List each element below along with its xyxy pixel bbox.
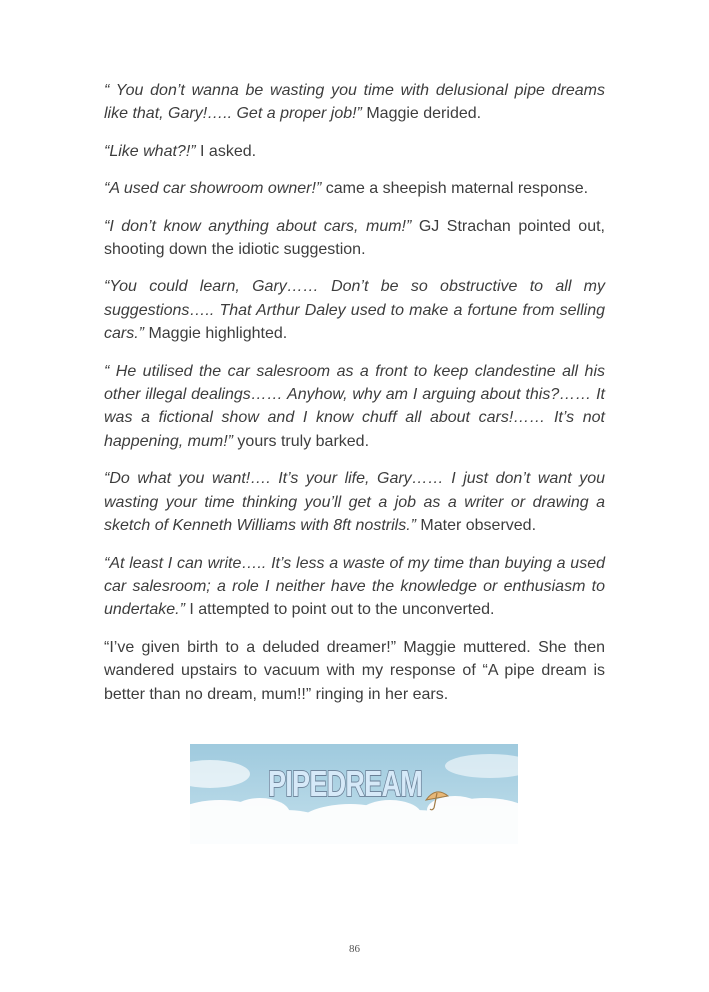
paragraph-6 (104, 360, 605, 454)
paragraph-1 (104, 79, 605, 126)
paragraph-5 (104, 275, 605, 345)
svg-text:PIPEDREAM: PIPEDREAM (268, 763, 422, 804)
dialogue-italic: “At least I can write….. It’s less a waste of my time than buying a used car salesroom; a role I neither have the knowledge or enthusiasm to undertake.” (104, 554, 605, 619)
dialogue-italic: “You could learn, Gary…… Don’t be so obstructive to all my suggestions….. That Arthur Daley used to make a fortune from selling cars.” (104, 278, 605, 343)
paragraph-8 (104, 552, 605, 622)
page-number: 86 (349, 943, 360, 955)
narration: Mater observed. (415, 517, 537, 535)
pipedream-banner (190, 744, 518, 844)
narration: yours truly barked. (232, 432, 370, 450)
narration: Maggie highlighted. (144, 325, 288, 343)
paragraph-4 (104, 215, 605, 262)
dialogue-italic: “I don’t know anything about cars, mum!” (104, 217, 412, 235)
paragraph-7 (104, 467, 605, 537)
pipedream-logo (268, 763, 422, 804)
paragraph-9 (104, 636, 605, 706)
narration: “I’ve given birth to a deluded dreamer!” Maggie muttered. She then wandered upstairs to vacuum with my response of “A pipe dream is better than no dream, mum!!” ringing in her ears. (104, 638, 605, 703)
dialogue-italic: “A used car showroom owner!” (104, 180, 322, 198)
dialogue-italic: “ You don’t wanna be wasting you time with delusional pipe dreams like that, Gary!….. Get a proper job!” (104, 82, 605, 123)
document-body (104, 79, 605, 720)
dialogue-italic: “Do what you want!…. It’s your life, Gary…… I just don’t want you wasting your time thinking you’ll get a job as a writer or drawing a sketch of Kenneth Williams with 8ft nostrils.” (104, 470, 605, 535)
narration: Maggie derided. (361, 105, 482, 123)
paragraph-2 (104, 140, 605, 163)
narration: I attempted to point out to the unconverted. (184, 601, 495, 619)
narration: GJ Strachan pointed out, shooting down the idiotic suggestion. (104, 217, 605, 259)
dialogue-italic: “Like what?!” (104, 142, 196, 160)
dialogue-italic: “ He utilised the car salesroom as a front to keep clandestine all his other illegal dealings…… Anyhow, why am I arguing about this?…… It was a fictional show and I know chuff all about cars!…… It’s not happening, mum!” (104, 362, 605, 450)
narration: came a sheepish maternal response. (321, 180, 589, 198)
paragraph-3 (104, 177, 605, 200)
narration: I asked. (195, 142, 257, 160)
